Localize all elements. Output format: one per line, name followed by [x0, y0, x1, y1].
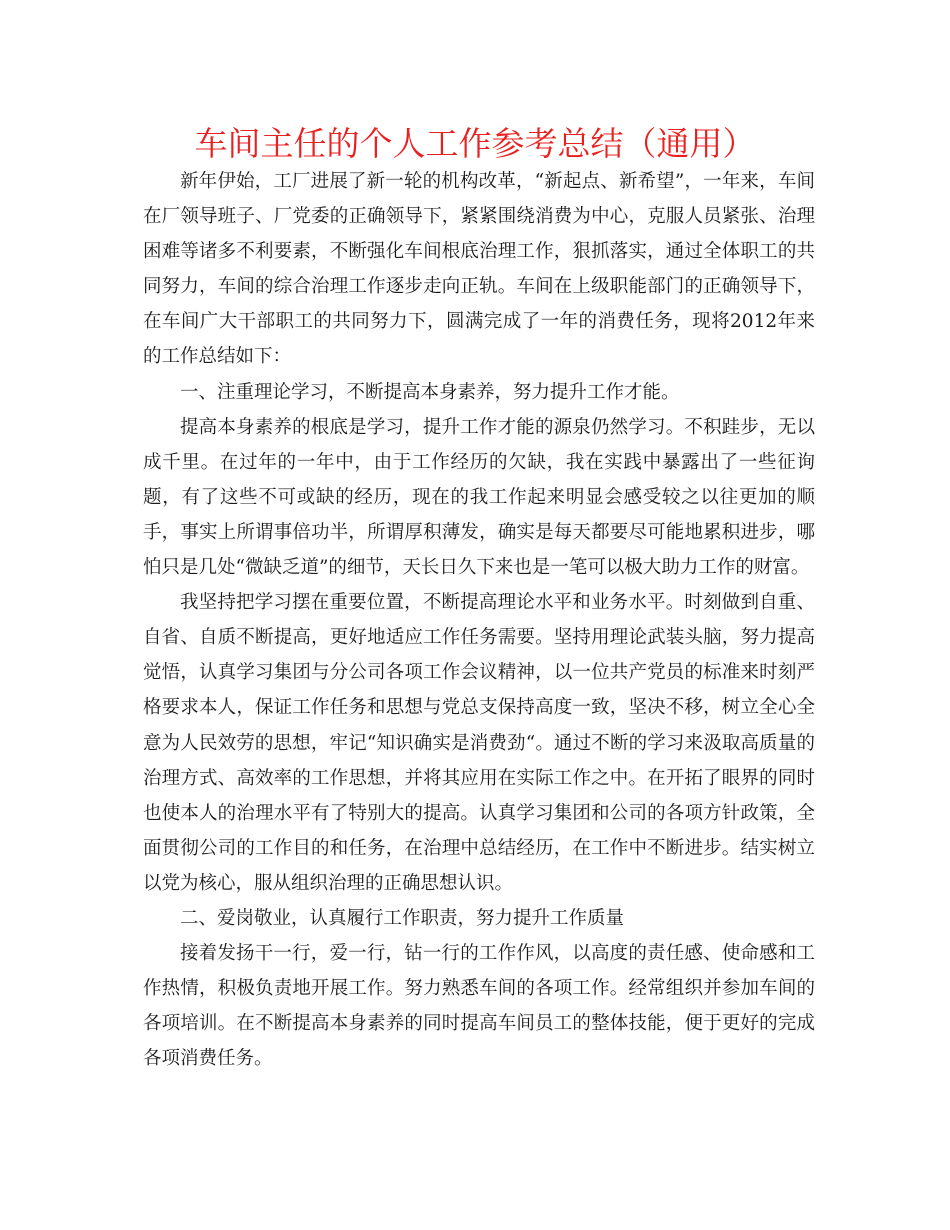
- paragraph-duty: 接着发扬干一行，爱一行，钻一行的工作作风，以高度的责任感、使命感和工作热情，积极负责地开展工作。努力熟悉车间的各项工作。经常组织并参加车间的各项培训。在不断提高本身素养的同时提高车间员工的整体技能，便于更好的完成各项消费任务。: [143, 943, 815, 1070]
- paragraph-study: 提高本身素养的根底是学习，提升工作才能的源泉仍然学习。不积跬步，无以成千里。在过年的一年中，由于工作经历的欠缺，我在实践中暴露出了一些征询题，有了这些不可或缺的经历，现在的我工作起来明显会感受较之以往更加的顺手，事实上所谓事倍功半，所谓厚积薄发，确实是每天都要尽可能地累积进步，哪怕只是几处“微缺乏道”的细节，天长日久下来也是一笔可以极大助力工作的财富。: [143, 416, 815, 579]
- paragraph-theory: 我坚持把学习摆在重要位置，不断提高理论水平和业务水平。时刻做到自重、自省、自质不断提高，更好地适应工作任务需要。坚持用理论武装头脑，努力提高觉悟，认真学习集团与分公司各项工作会议精神，以一位共产党员的标准来时刻严格要求本人，保证工作任务和思想与党总支保持高度一致，坚决不移，树立全心全意为人民效劳的思想，牢记“知识确实是消费劲“。通过不断的学习来汲取高质量的治理方式、高效率的工作思想，并将其应用在实际工作之中。在开拓了眼界的同时也使本人的治理水平有了特别大的提高。认真学习集团和公司的各项方针政策，全面贯彻公司的工作目的和任务，在治理中总结经历，在工作中不断进步。结实树立以党为核心，服从组织治理的正确思想认识。: [143, 592, 815, 894]
- document-title: 车间主任的个人工作参考总结（通用）: [194, 124, 756, 163]
- paragraph-intro: 新年伊始，工厂进展了新一轮的机构改革，“新起点、新希望”，一年来，车间在厂领导班子、厂党委的正确领导下，紧紧围绕消费为中心，克服人员紧张、治理困难等诸多不利要素，不断强化车间根底治理工作，狠抓落实，通过全体职工的共同努力，车间的综合治理工作逐步走向正轨。车间在上级职能部门的正确领导下，在车间广大干部职工的共同努力下，圆满完成了一年的消费任务，现将2012年来的工作总结如下：: [143, 171, 815, 368]
- section-heading-1: 一、注重理论学习，不断提高本身素养，努力提升工作才能。: [180, 381, 680, 403]
- document-body: [143, 164, 815, 1076]
- section-heading-2: 二、爱岗敬业，认真履行工作职责，努力提升工作质量: [180, 907, 625, 929]
